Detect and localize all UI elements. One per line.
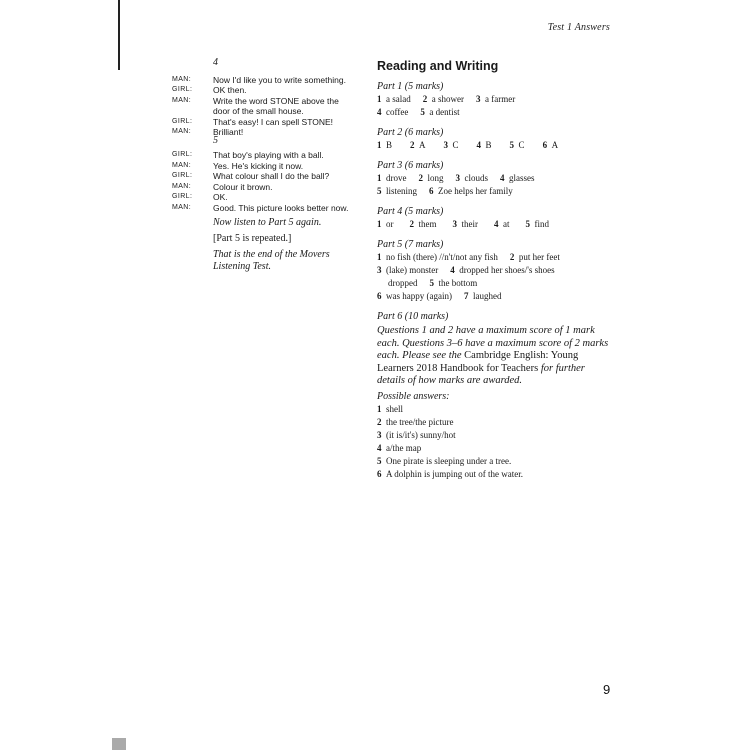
answer-item [377,265,438,275]
speaker-label: GIRL: [172,151,193,158]
question-number: 3 [377,429,386,440]
dialogue-line [172,75,357,86]
listening-transcript-column [172,58,357,273]
part5-row [377,264,612,277]
answer-item [377,186,417,196]
answer-item [377,107,408,117]
answer-text: them [418,219,437,229]
speaker-label: MAN: [172,128,192,135]
dialogue-text: Yes. He's kicking it now. [213,160,304,171]
answer-item [377,173,407,183]
answer-text: laughed [472,291,502,301]
answer-line [377,416,612,429]
speaker-label: MAN: [172,203,192,211]
part4-number: 4 [213,57,218,68]
answer-text: a salad [386,94,411,104]
answer-text: listening [386,186,417,196]
dialogue-text: Write the word STONE above the door of the small house. [213,95,339,116]
part2-title: Part 2 (6 marks) [377,127,444,138]
answer-item [456,173,489,183]
question-number: 2 [409,219,419,229]
question-number: 1 [377,173,386,183]
answer-item [500,173,535,183]
speaker-label: GIRL: [172,86,193,93]
answer-text: the tree/the picture [386,416,454,427]
question-number: 5 [377,186,386,196]
question-number: 1 [377,403,386,414]
answer-text: a shower [431,94,464,104]
part5-title: Part 5 (7 marks) [377,239,444,250]
answer-text: B [386,140,393,150]
answer-item [423,94,464,104]
question-number: 1 [377,94,386,104]
part1-row [377,106,612,119]
dialogue-line [172,192,357,203]
dialogue-text: OK. [213,192,228,202]
part3-row [377,172,612,185]
instructions-text-end: for further details of how marks are awarded. [377,362,585,386]
question-number: 6 [377,468,386,479]
answer-item [420,107,459,117]
question-number: 1 [377,252,386,262]
answer-text: shell [386,403,403,414]
answer-line [377,403,612,416]
answer-text: A [419,140,426,150]
speaker-label: GIRL: [172,117,193,125]
answer-line [377,468,612,481]
answer-item [510,140,525,150]
answer-text: B [485,140,492,150]
answer-text: (lake) monster [386,265,439,275]
answer-text: coffee [386,107,409,117]
answer-item [377,140,392,150]
page-number: 9 [603,682,611,697]
answer-text: find [534,219,549,229]
question-number: 4 [476,140,486,150]
part5-row [377,277,612,290]
question-number: 2 [422,94,432,104]
question-number: 2 [509,252,519,262]
part5-row [377,290,612,303]
speaker-label: MAN: [172,182,192,190]
speaker-label: GIRL: [172,193,193,200]
answer-item [543,140,559,150]
part6-instructions [377,325,612,388]
question-number: 1 [377,140,386,150]
question-number: 4 [450,265,460,275]
speaker-label: GIRL: [172,172,193,179]
answers-column [377,60,612,481]
part1-row [377,93,612,106]
answer-item [410,219,437,229]
answer-item [377,252,498,262]
part1-title: Part 1 (5 marks) [377,81,444,92]
section-heading: Reading and Writing [377,59,499,73]
answer-text: their [461,219,478,229]
answer-text: at [503,219,510,229]
answer-item [450,265,554,275]
dialogue-text: OK then. [213,85,247,95]
answer-item [464,291,502,301]
question-number: 4 [377,442,386,453]
question-number: 3 [377,265,386,275]
question-number: 5 [525,219,535,229]
part5-dialogue [172,150,357,213]
dialogue-text: Now I'd like you to write something. [213,74,346,85]
question-number: 6 [377,291,386,301]
question-number: 4 [494,219,503,229]
dialogue-line [172,150,357,161]
answer-text: C [518,140,525,150]
dialogue-line [172,182,357,193]
question-number: 5 [377,455,386,466]
end-note: That is the end of the Movers Listening Test. [213,249,330,272]
answer-item [494,219,510,229]
answer-item [477,140,492,150]
answer-text: drove [386,173,407,183]
part4-row [377,218,612,231]
question-number: 2 [377,416,386,427]
answer-text: Zoe helps her family [438,186,513,196]
answer-item [419,173,444,183]
answer-item [410,140,426,150]
dialogue-text: What colour shall I do the ball? [213,171,330,181]
question-number: 6 [542,140,552,150]
part4-dialogue [172,75,357,138]
answer-text: glasses [509,173,535,183]
question-number: 4 [377,107,386,117]
answer-line [377,455,612,468]
answer-text: clouds [464,173,489,183]
part6-title: Part 6 (10 marks) [377,311,449,322]
listen-again-note: Now listen to Part 5 again. [213,217,322,228]
part4-title: Part 4 (5 marks) [377,206,444,217]
dialogue-line [172,85,357,96]
answer-text: dropped [388,278,418,288]
answer-text: or [386,219,394,229]
instructions-text: Questions 1 and 2 have a maximum score of 1 mark each. Questions 3–6 have a maximum score of 2 marks each. Please see the [377,325,609,361]
dialogue-line [172,203,357,214]
answer-item [510,252,560,262]
repeated-note: [Part 5 is repeated.] [213,233,292,244]
part2-row [377,139,612,152]
dialogue-line [172,171,357,182]
answer-text: C [452,140,459,150]
dialogue-line [172,127,357,138]
question-number: 5 [429,278,439,288]
answer-line [377,442,612,455]
answer-text: no fish (there) //n't/not any fish [386,252,498,262]
dialogue-text: That's easy! I can spell STONE! [213,116,334,127]
answer-item [476,94,515,104]
answer-text: A [551,140,559,150]
answer-text: dropped her shoes/'s shoes [459,265,555,275]
answer-line [377,429,612,442]
question-number: 3 [443,140,453,150]
answer-text: long [427,173,444,183]
possible-answers-label: Possible answers: [377,390,450,402]
part6-answers [377,403,612,481]
question-number: 7 [463,291,473,301]
dialogue-line [172,117,357,128]
question-number: 2 [418,173,428,183]
running-head: Test 1 Answers [547,22,610,33]
page-edge-line [118,0,120,70]
answer-text: One pirate is sleeping under a tree. [386,455,512,466]
answer-item [388,278,418,288]
question-number: 5 [420,107,430,117]
question-number: 2 [410,140,420,150]
answer-item [377,291,452,301]
question-number: 3 [455,173,465,183]
answer-text: A dolphin is jumping out of the water. [386,468,523,479]
part3-title: Part 3 (6 marks) [377,160,444,171]
answer-text: (it is/it's) sunny/hot [386,429,456,440]
answer-text: was happy (again) [386,291,452,301]
question-number: 3 [476,94,485,104]
dialogue-text: Brilliant! [213,127,244,137]
part5-row [377,251,612,264]
answer-item [429,186,513,196]
dialogue-line [172,96,357,117]
part3-row [377,185,612,198]
question-number: 5 [509,140,519,150]
handbook-title: Cambridge English: Young Learners 2018 Handbook for Teachers [377,350,579,374]
answer-text: the bottom [438,278,478,288]
dialogue-text: That boy's playing with a ball. [213,150,324,160]
dialogue-line [172,161,357,172]
question-number: 6 [429,186,438,196]
answer-text: put her feet [518,252,560,262]
page-edge-smudge [112,738,126,750]
dialogue-text: Good. This picture looks better now. [213,202,349,213]
speaker-label: MAN: [172,96,192,104]
answer-item [444,140,459,150]
answer-text: a farmer [485,94,516,104]
answer-item [526,219,550,229]
dialogue-text: Colour it brown. [213,181,273,192]
speaker-label: MAN: [172,75,192,83]
question-number: 1 [377,219,386,229]
part5-number: 5 [213,134,218,146]
answer-text: a/the map [386,442,422,453]
answer-text: a dentist [429,107,460,117]
speaker-label: MAN: [172,161,192,169]
answer-item [430,278,478,288]
answer-item [377,219,394,229]
question-number: 4 [500,173,510,183]
question-number: 3 [452,219,462,229]
answer-item [377,94,411,104]
answer-item [453,219,479,229]
